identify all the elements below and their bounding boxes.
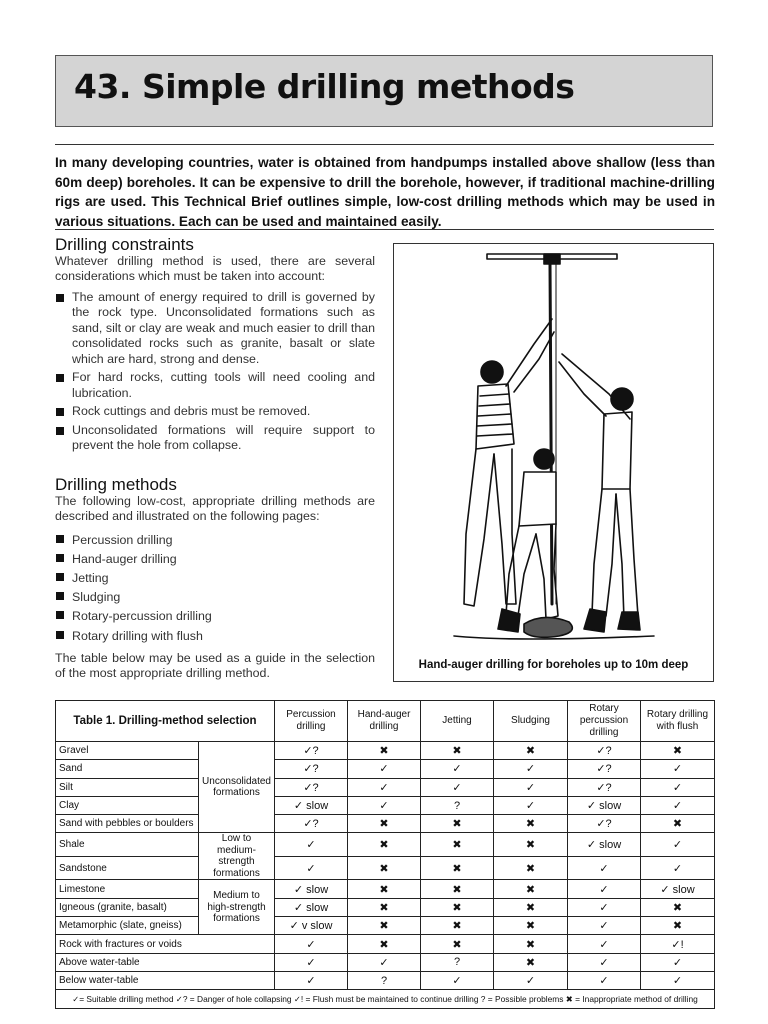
constraints-section xyxy=(55,237,375,454)
table-row xyxy=(56,953,715,971)
suitability-cell: ✖ xyxy=(421,917,494,935)
table-caption: Table 1. Drilling-method selection xyxy=(56,701,275,742)
suitability-cell: ✖ xyxy=(421,742,494,760)
column-header: Rotary drilling with flush xyxy=(641,701,715,742)
methods-section xyxy=(55,477,375,682)
list-item: For hard rocks, cutting tools will need cooling and lubrication. xyxy=(55,370,375,401)
row-label: Sand xyxy=(56,760,199,778)
suitability-cell: ✖ xyxy=(494,815,568,833)
suitability-cell: ✓ xyxy=(568,880,641,898)
row-label: Igneous (granite, basalt) xyxy=(56,898,199,916)
row-label: Silt xyxy=(56,778,199,796)
table-row xyxy=(56,898,715,916)
suitability-cell: ✓ xyxy=(421,778,494,796)
suitability-cell: ✓? xyxy=(568,815,641,833)
formation-group-label: Low to medium-strength formations xyxy=(199,833,275,880)
suitability-cell: ✖ xyxy=(494,935,568,953)
list-item: Unconsolidated formations will require support to prevent the hole from collapse. xyxy=(55,423,375,454)
table-row xyxy=(56,833,715,857)
divider-intro xyxy=(55,229,714,230)
suitability-cell: ✓ slow xyxy=(275,796,348,814)
suitability-cell: ✓ slow xyxy=(568,796,641,814)
suitability-cell: ✓? xyxy=(568,760,641,778)
suitability-cell: ✖ xyxy=(421,833,494,857)
suitability-cell: ✓? xyxy=(568,778,641,796)
table-row xyxy=(56,815,715,833)
suitability-cell: ✓ slow xyxy=(275,880,348,898)
drilling-method-table xyxy=(55,700,715,1009)
suitability-cell: ✖ xyxy=(348,917,421,935)
legend-row xyxy=(56,990,715,1008)
hand-auger-illustration xyxy=(394,244,715,683)
divider-top xyxy=(55,144,714,145)
suitability-cell: ✓ xyxy=(568,971,641,989)
table-row xyxy=(56,778,715,796)
row-label: Metamorphic (slate, gneiss) xyxy=(56,917,199,935)
table-row xyxy=(56,742,715,760)
suitability-cell: ✓ xyxy=(275,971,348,989)
table-row xyxy=(56,935,715,953)
suitability-cell: ✖ xyxy=(348,856,421,880)
suitability-cell: ✓ xyxy=(275,833,348,857)
suitability-cell: ✓? xyxy=(275,760,348,778)
list-item: Jetting xyxy=(55,569,375,588)
list-item: Hand-auger drilling xyxy=(55,550,375,569)
suitability-cell: ✓ xyxy=(568,953,641,971)
suitability-cell: ✖ xyxy=(348,815,421,833)
suitability-cell: ✓ xyxy=(568,917,641,935)
suitability-cell: ✖ xyxy=(421,898,494,916)
row-label: Sandstone xyxy=(56,856,199,880)
suitability-cell: ✖ xyxy=(348,898,421,916)
table-row xyxy=(56,880,715,898)
suitability-cell: ✖ xyxy=(421,856,494,880)
suitability-cell: ✖ xyxy=(494,880,568,898)
table-row xyxy=(56,796,715,814)
suitability-cell: ✖ xyxy=(494,898,568,916)
suitability-cell: ✓ xyxy=(568,935,641,953)
suitability-cell: ✓? xyxy=(275,778,348,796)
suitability-cell: ✓ xyxy=(568,856,641,880)
suitability-cell: ✖ xyxy=(641,917,715,935)
suitability-cell: ✓ slow xyxy=(641,880,715,898)
suitability-cell: ✓ xyxy=(641,833,715,857)
suitability-cell: ✓ xyxy=(348,778,421,796)
methods-lead: The following low-cost, appropriate drilling methods are described and illustrated on the following pages: xyxy=(55,493,375,523)
table-row xyxy=(56,971,715,989)
suitability-cell: ✖ xyxy=(494,742,568,760)
suitability-cell: ✖ xyxy=(348,742,421,760)
suitability-cell: ✓ xyxy=(641,953,715,971)
methods-outro: The table below may be used as a guide in the selection of the most appropriate drilling method. xyxy=(55,650,375,681)
suitability-cell: ✓ slow xyxy=(568,833,641,857)
row-label: Sand with pebbles or boulders xyxy=(56,815,199,833)
suitability-cell: ✓ xyxy=(421,760,494,778)
title-banner xyxy=(55,55,713,127)
suitability-cell: ✓ xyxy=(641,856,715,880)
suitability-cell: ✖ xyxy=(641,742,715,760)
suitability-cell: ✓ xyxy=(641,971,715,989)
suitability-cell: ✓? xyxy=(275,742,348,760)
column-header: Sludging xyxy=(494,701,568,742)
suitability-cell: ✓ xyxy=(641,796,715,814)
suitability-cell: ✖ xyxy=(348,880,421,898)
column-header: Percussion drilling xyxy=(275,701,348,742)
suitability-cell: ✓ xyxy=(494,760,568,778)
suitability-cell: ✖ xyxy=(494,856,568,880)
suitability-cell: ✓ xyxy=(348,760,421,778)
suitability-cell: ? xyxy=(348,971,421,989)
list-item: The amount of energy required to drill is governed by the rock type. Unconsolidated formations such as sand, silt or clay are weak and much easier to drill than consolidated rocks such as granite, basalt or slate which are hard, strong and dense. xyxy=(55,290,375,368)
list-item: Rotary drilling with flush xyxy=(55,627,375,646)
list-item: Rock cuttings and debris must be removed. xyxy=(55,404,375,420)
column-header: Hand-auger drilling xyxy=(348,701,421,742)
figure-frame xyxy=(393,243,714,682)
table-header-row xyxy=(56,701,715,742)
suitability-cell: ✓ xyxy=(568,898,641,916)
suitability-cell: ✖ xyxy=(494,953,568,971)
suitability-cell: ✓ xyxy=(494,796,568,814)
suitability-cell: ✖ xyxy=(348,935,421,953)
suitability-cell: ✓? xyxy=(568,742,641,760)
suitability-cell: ✖ xyxy=(348,833,421,857)
suitability-cell: ✓ xyxy=(421,971,494,989)
formation-group-label: Unconsolidated formations xyxy=(199,742,275,833)
suitability-cell: ✖ xyxy=(641,898,715,916)
suitability-cell: ? xyxy=(421,953,494,971)
figure-caption: Hand-auger drilling for boreholes up to 10m deep xyxy=(418,659,689,671)
suitability-cell: ✓ xyxy=(494,971,568,989)
intro-paragraph: In many developing countries, water is obtained from handpumps installed above shallow (less than 60m deep) boreholes. It can be expensive to drill the borehole, however, if traditional machine-drilling rigs are used. This Technical Brief outlines simple, low-cost drilling methods which may be used in various situations. Each can be used and maintained easily. xyxy=(55,155,715,229)
constraints-list xyxy=(55,290,375,454)
suitability-cell: ✖ xyxy=(641,815,715,833)
row-label: Limestone xyxy=(56,880,199,898)
suitability-cell: ✓! xyxy=(641,935,715,953)
suitability-cell: ✖ xyxy=(494,917,568,935)
suitability-cell: ✓? xyxy=(275,815,348,833)
list-item: Percussion drilling xyxy=(55,531,375,550)
suitability-cell: ✓ slow xyxy=(275,898,348,916)
suitability-cell: ✓ xyxy=(494,778,568,796)
row-label: Above water-table xyxy=(56,953,275,971)
suitability-cell: ✓ xyxy=(275,935,348,953)
suitability-cell: ✓ xyxy=(348,796,421,814)
row-label: Gravel xyxy=(56,742,199,760)
row-label: Rock with fractures or voids xyxy=(56,935,275,953)
row-label: Shale xyxy=(56,833,199,857)
suitability-cell: ✓ xyxy=(348,953,421,971)
suitability-cell: ? xyxy=(421,796,494,814)
constraints-lead: Whatever drilling method is used, there are several considerations which must be taken into account: xyxy=(55,253,375,283)
suitability-cell: ✓ xyxy=(275,856,348,880)
suitability-cell: ✓ xyxy=(641,760,715,778)
formation-group-label: Medium to high-strength formations xyxy=(199,880,275,935)
table-row xyxy=(56,856,715,880)
table-legend: ✓= Suitable drilling method ✓? = Danger of hole collapsing ✓! = Flush must be maintained to continue drilling ? = Possible problems ✖ = Inappropriate method of drilling xyxy=(56,990,715,1008)
list-item: Sludging xyxy=(55,588,375,607)
page-title: 43. Simple drilling methods xyxy=(74,67,575,106)
row-label: Clay xyxy=(56,796,199,814)
suitability-cell: ✖ xyxy=(421,935,494,953)
suitability-cell: ✓ xyxy=(641,778,715,796)
table-row xyxy=(56,760,715,778)
list-item: Rotary-percussion drilling xyxy=(55,607,375,626)
row-label: Below water-table xyxy=(56,971,275,989)
table-row xyxy=(56,917,715,935)
suitability-cell: ✖ xyxy=(421,880,494,898)
column-header: Jetting xyxy=(421,701,494,742)
methods-list xyxy=(55,531,375,646)
suitability-cell: ✖ xyxy=(421,815,494,833)
constraints-heading: Drilling constraints xyxy=(55,235,194,254)
suitability-cell: ✓ v slow xyxy=(275,917,348,935)
suitability-cell: ✓ xyxy=(275,953,348,971)
methods-heading: Drilling methods xyxy=(55,475,177,494)
column-header: Rotary percussion drilling xyxy=(568,701,641,742)
suitability-cell: ✖ xyxy=(494,833,568,857)
